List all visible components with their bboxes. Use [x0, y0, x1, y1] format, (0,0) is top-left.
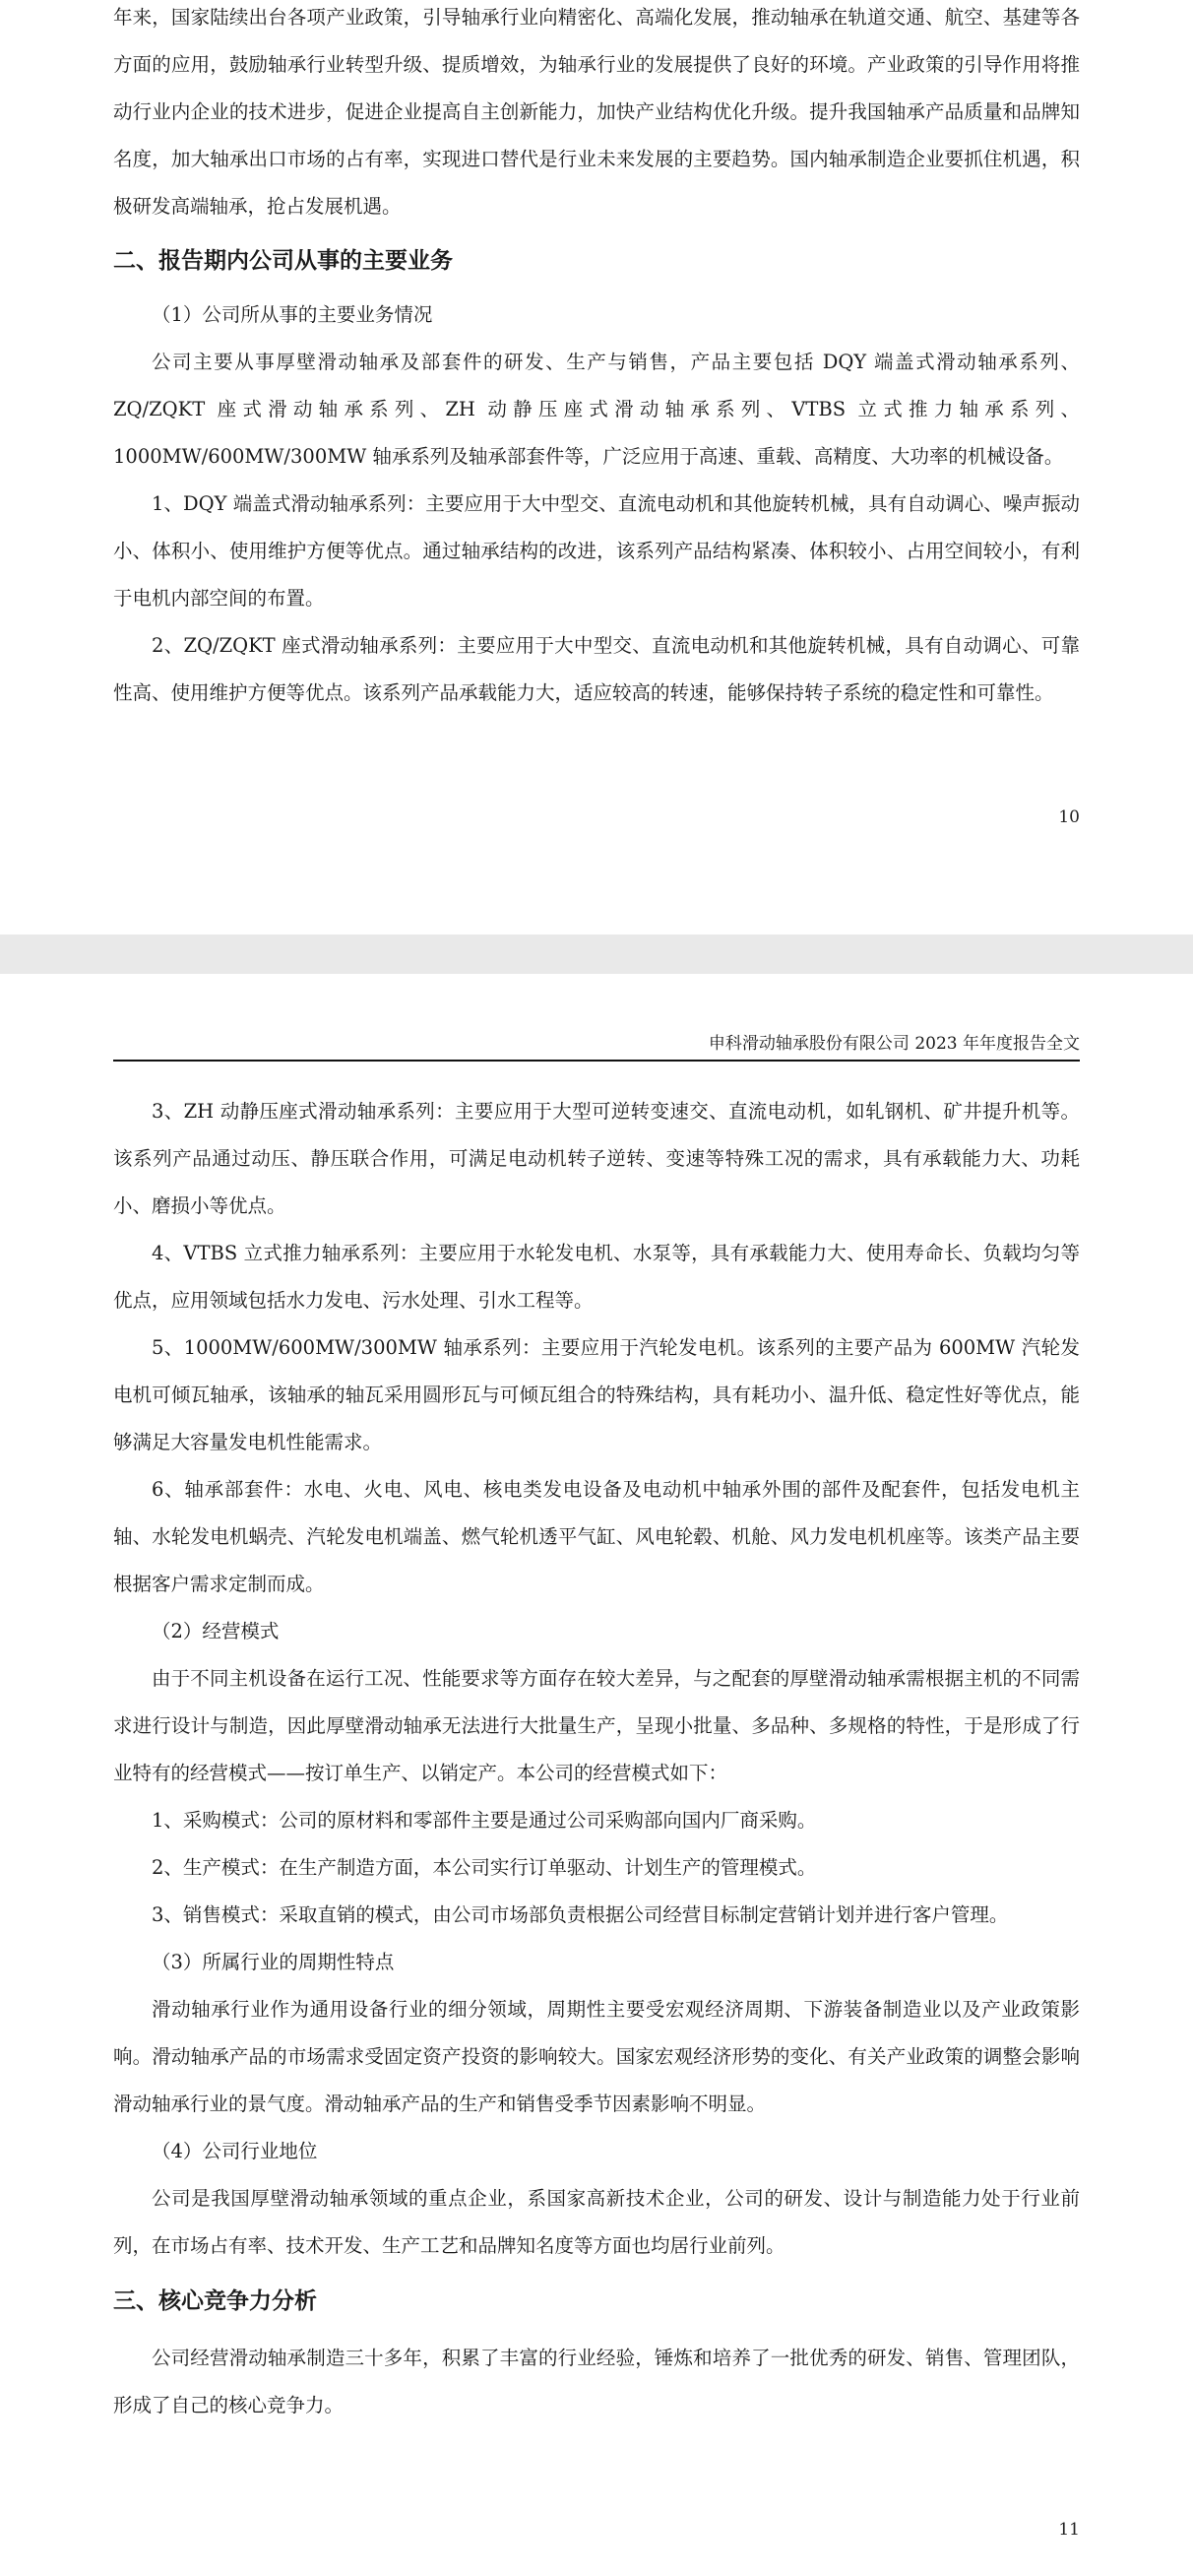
subheading-main-business-overview: （1）公司所从事的主要业务情况 — [152, 303, 433, 326]
list-item-turbine-bearing: 5、1000MW/600MW/300MW 轴承系列：主要应用于汽轮发电机。该系列的主要产品为 600MW 汽轮发电机可倾瓦轴承，该轴承的轴瓦采用圆形瓦与可倾瓦组合的特殊结构，具有耗功小、温升低、稳定性好等优点，能够满足大容量发电机性能需求。 — [113, 1336, 1080, 1453]
page-number: 10 — [1058, 807, 1080, 827]
list-item-zq-bearing: 2、ZQ/ZQKT 座式滑动轴承系列：主要应用于大中型交、直流电动机和其他旋转机械，具有自动调心、可靠性高、使用维护方便等优点。该系列产品承载能力大，适应较高的转速，能够保持转子系统的稳定性和可靠性。 — [113, 634, 1080, 704]
running-header: 申科滑动轴承股份有限公司 2023 年年度报告全文 — [113, 1030, 1080, 1062]
list-item-vtbs-bearing: 4、VTBS 立式推力轴承系列：主要应用于水轮发电机、水泵等，具有承载能力大、使用寿命长、负载均匀等优点，应用领域包括水力发电、污水处理、引水工程等。 — [113, 1242, 1080, 1312]
report-page-10 — [0, 0, 1193, 934]
subheading-business-model: （2）经营模式 — [152, 1620, 280, 1642]
paragraph-core-competitiveness: 公司经营滑动轴承制造三十多年，积累了丰富的行业经验，锤炼和培养了一批优秀的研发、销售、管理团队，形成了自己的核心竞争力。 — [113, 2347, 1080, 2416]
section-heading-core-competitiveness: 三、核心竞争力分析 — [113, 2288, 317, 2314]
subheading-industry-cyclicality: （3）所属行业的周期性特点 — [152, 1951, 395, 1973]
list-item-zh-bearing: 3、ZH 动静压座式滑动轴承系列：主要应用于大型可逆转变速交、直流电动机，如轧钢机、矿井提升机等。该系列产品通过动压、静压联合作用，可满足电动机转子逆转、变速等特殊工况的需求，具有承载能力大、功耗小、磨损小等优点。 — [113, 1100, 1080, 1217]
section-heading-main-business: 二、报告期内公司从事的主要业务 — [113, 248, 453, 274]
page-number: 11 — [1058, 2520, 1080, 2540]
list-item-bearing-components: 6、轴承部套件：水电、火电、风电、核电类发电设备及电动机中轴承外围的部件及配套件，包括发电机主轴、水轮发电机蜗壳、汽轮发电机端盖、燃气轮机透平气缸、风电轮毂、机舱、风力发电机机座等。该类产品主要根据客户需求定制而成。 — [113, 1478, 1080, 1595]
report-page-11 — [0, 974, 1193, 2570]
paragraph-industry-position: 公司是我国厚壁滑动轴承领域的重点企业，系国家高新技术企业，公司的研发、设计与制造能力处于行业前列，在市场占有率、技术开发、生产工艺和品牌知名度等方面也均居行业前列。 — [113, 2187, 1080, 2257]
list-item-dqy-bearing: 1、DQY 端盖式滑动轴承系列：主要应用于大中型交、直流电动机和其他旋转机械，具有自动调心、噪声振动小、体积小、使用维护方便等优点。通过轴承结构的改进，该系列产品结构紧凑、体积较小、占用空间较小，有利于电机内部空间的布置。 — [113, 492, 1080, 610]
subheading-industry-position: （4）公司行业地位 — [152, 2140, 318, 2162]
paragraph-main-products: 公司主要从事厚壁滑动轴承及部套件的研发、生产与销售，产品主要包括 DQY 端盖式滑动轴承系列、ZQ/ZQKT 座式滑动轴承系列、ZH 动静压座式滑动轴承系列、VTBS 立式推力轴承系列、1000MW/600MW/300MW 轴承系列及轴承部套件等，广泛应用于高速、重载、高精度、大功率的机械设备。 — [113, 351, 1080, 468]
paragraph-industry-policy: 年来，国家陆续出台各项产业政策，引导轴承行业向精密化、高端化发展，推动轴承在轨道交通、航空、基建等各方面的应用，鼓励轴承行业转型升级、提质增效，为轴承行业的发展提供了良好的环境。产业政策的引导作用将推动行业内企业的技术进步，促进企业提高自主创新能力，加快产业结构优化升级。提升我国轴承产品质量和品牌知名度，加大轴承出口市场的占有率，实现进口替代是行业未来发展的主要趋势。国内轴承制造企业要抓住机遇，积极研发高端轴承，抢占发展机遇。 — [113, 6, 1080, 218]
list-item-sales-mode: 3、销售模式：采取直销的模式，由公司市场部负责根据公司经营目标制定营销计划并进行客户管理。 — [152, 1903, 1009, 1926]
page-separator — [0, 934, 1193, 974]
list-item-procurement-mode: 1、采购模式：公司的原材料和零部件主要是通过公司采购部向国内厂商采购。 — [152, 1809, 817, 1832]
paragraph-industry-cyclicality: 滑动轴承行业作为通用设备行业的细分领域，周期性主要受宏观经济周期、下游装备制造业以及产业政策影响。滑动轴承产品的市场需求受固定资产投资的影响较大。国家宏观经济形势的变化、有关产业政策的调整会影响滑动轴承行业的景气度。滑动轴承产品的生产和销售受季节因素影响不明显。 — [113, 1998, 1080, 2115]
paragraph-business-model: 由于不同主机设备在运行工况、性能要求等方面存在较大差异，与之配套的厚壁滑动轴承需根据主机的不同需求进行设计与制造，因此厚壁滑动轴承无法进行大批量生产，呈现小批量、多品种、多规格的特性，于是形成了行业特有的经营模式——按订单生产、以销定产。本公司的经营模式如下： — [113, 1667, 1080, 1784]
list-item-production-mode: 2、生产模式：在生产制造方面，本公司实行订单驱动、计划生产的管理模式。 — [152, 1856, 817, 1879]
